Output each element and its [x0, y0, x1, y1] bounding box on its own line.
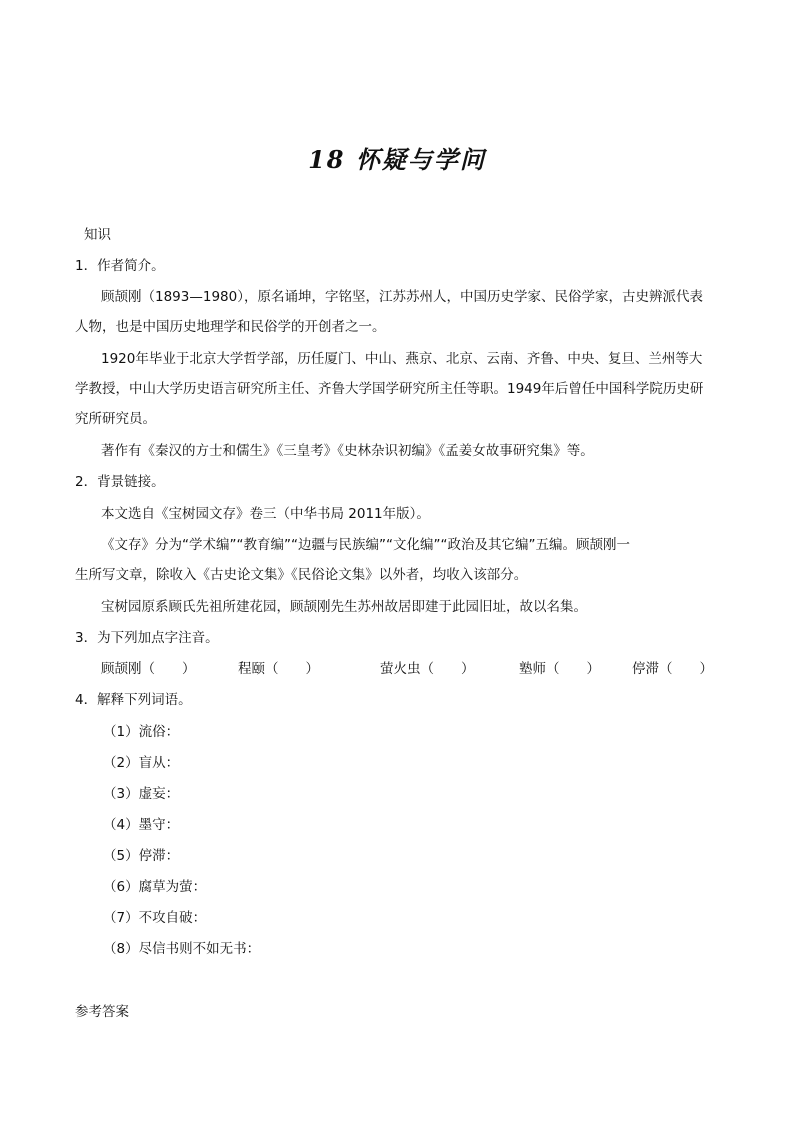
vocab-item: （5）停滞：: [103, 848, 180, 864]
section-2-paragraph-3: 宝树园原系顾氏先祖所建花园，顾颉刚先生苏州故居即建于此园旧址，故以名集。: [101, 599, 587, 615]
section-1-paragraph-2-line-3: 究所研究员。: [75, 411, 156, 427]
section-1-paragraph-2-line-2: 学教授，中山大学历史语言研究所主任、齐鲁大学国学研究所主任等职。1949年后曾任中国科学院历史研: [75, 381, 704, 397]
answer-label: 参考答案: [75, 1004, 129, 1020]
pinyin-item: 萤火虫（ ）: [380, 661, 475, 677]
pinyin-item: 停滞（ ）: [632, 661, 713, 677]
pinyin-item: 顾颉刚（ ）: [101, 661, 196, 677]
vocab-item: （4）墨守：: [103, 817, 180, 833]
knowledge-label: 知识: [84, 227, 111, 243]
page-title: 18 怀疑与学问: [308, 145, 486, 174]
section-1-paragraph-3: 著作有《秦汉的方士和儒生》《三皇考》《史林杂识初编》《孟姜女故事研究集》等。: [101, 443, 594, 459]
section-1-paragraph-1-line-2: 人物，也是中国历史地理学和民俗学的开创者之一。: [75, 319, 386, 335]
vocab-item: （1）流俗：: [103, 724, 180, 740]
vocab-item: （7）不攻自破：: [103, 910, 207, 926]
vocab-item: （2）盲从：: [103, 755, 180, 771]
pinyin-item: 塾师（ ）: [519, 661, 600, 677]
section-2-paragraph-2-line-1: 《文存》分为“学术编”“教育编”“边疆与民族编”“文化编”“政治及其它编”五编。顾颉刚一: [101, 537, 630, 553]
pinyin-item: 程颐（ ）: [238, 661, 319, 677]
section-2-paragraph-2-line-2: 生所写文章，除收入《古史论文集》《民俗论文集》以外者，均收入该部分。: [75, 567, 528, 583]
vocab-item: （3）虚妄：: [103, 786, 180, 802]
section-2-paragraph-1: 本文选自《宝树园文存》卷三（中华书局 2011年版）。: [101, 506, 430, 522]
section-1-paragraph-1-line-1: 顾颉刚（1893—1980），原名诵坤，字铭坚，江苏苏州人，中国历史学家、民俗学家，古史辨派代表: [101, 289, 703, 305]
section-2-heading: 2．背景链接。: [75, 474, 165, 490]
section-1-heading: 1．作者简介。: [75, 258, 165, 274]
vocab-item: （6）腐草为萤：: [103, 879, 207, 895]
section-3-heading: 3．为下列加点字注音。: [75, 630, 219, 646]
section-4-heading: 4．解释下列词语。: [75, 692, 192, 708]
vocab-item: （8）尽信书则不如无书：: [103, 941, 261, 957]
section-1-paragraph-2-line-1: 1920年毕业于北京大学哲学部，历任厦门、中山、燕京、北京、云南、齐鲁、中央、复旦、兰州等大: [101, 351, 703, 367]
